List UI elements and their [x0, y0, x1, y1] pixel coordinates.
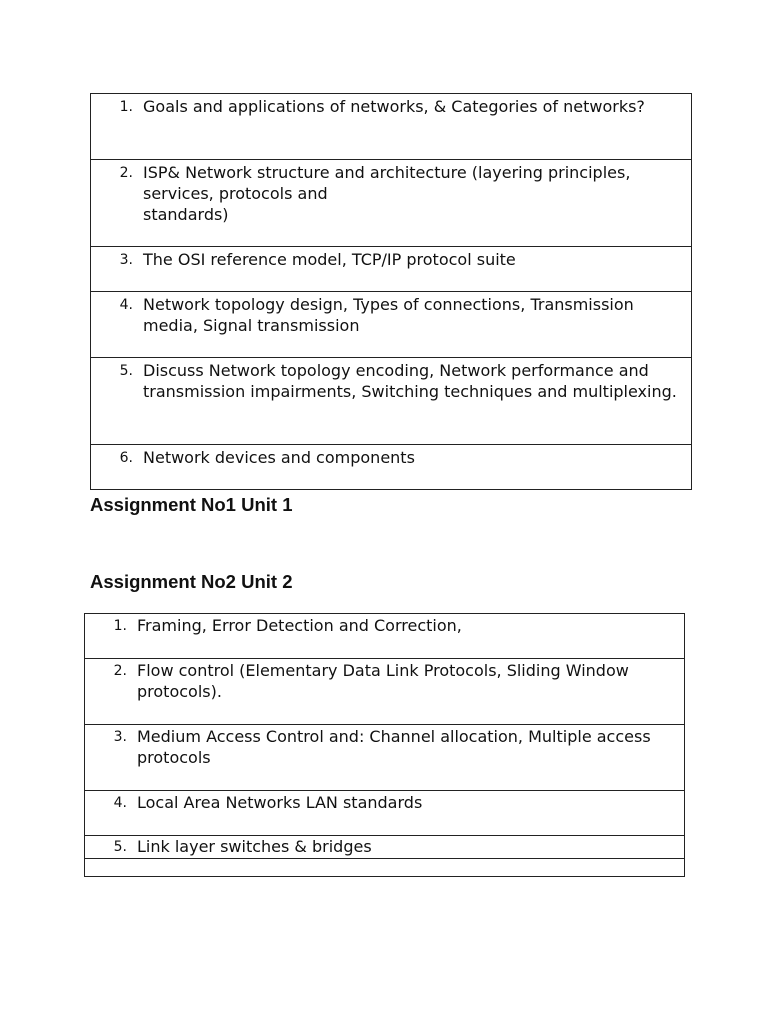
table-cell [91, 445, 692, 490]
empty-table-cell [85, 859, 685, 877]
topic-text: Network devices and components [143, 448, 415, 467]
list-number: 2. [113, 663, 127, 679]
list-number: 4. [119, 297, 133, 313]
topic-text: Discuss Network topology encoding, Network performance and transmission impairments, Switching techniques and multiplexing. [143, 361, 677, 401]
table-cell [91, 292, 692, 358]
table-cell [85, 659, 685, 725]
table-row [85, 725, 685, 791]
table-cell [85, 791, 685, 836]
topic-text: Link layer switches & bridges [137, 837, 372, 856]
table-row [85, 791, 685, 836]
table-cell [85, 836, 685, 859]
unit1-topics-table [90, 93, 692, 490]
table-cell [85, 614, 685, 659]
topic-text: Medium Access Control and: Channel allocation, Multiple access protocols [137, 727, 651, 767]
table-row [85, 859, 685, 877]
table-cell [91, 94, 692, 160]
topic-text: Flow control (Elementary Data Link Protocols, Sliding Window protocols). [137, 661, 629, 701]
list-number: 1. [119, 99, 133, 115]
list-number: 4. [113, 795, 127, 811]
table-cell [91, 247, 692, 292]
table-row [91, 292, 692, 358]
list-number: 2. [119, 165, 133, 181]
topic-text: Network topology design, Types of connections, Transmission media, Signal transmission [143, 295, 634, 335]
table-cell [91, 358, 692, 445]
table-row [85, 614, 685, 659]
table-row [91, 445, 692, 490]
topic-text: ISP& Network structure and architecture (layering principles, services, protocols and standards) [143, 163, 631, 224]
topic-text: Framing, Error Detection and Correction, [137, 616, 462, 635]
table-cell [85, 725, 685, 791]
list-number: 3. [113, 729, 127, 745]
table-row [91, 160, 692, 247]
list-number: 6. [119, 450, 133, 466]
list-number: 5. [119, 363, 133, 379]
table-row [85, 659, 685, 725]
table-row [91, 94, 692, 160]
list-number: 5. [113, 839, 127, 855]
table-row [91, 247, 692, 292]
table-row [85, 836, 685, 859]
topic-text: The OSI reference model, TCP/IP protocol suite [143, 250, 516, 269]
topic-text: Local Area Networks LAN standards [137, 793, 423, 812]
unit1-assignment-heading: Assignment No1 Unit 1 [90, 494, 293, 515]
unit2-assignment-heading: Assignment No2 Unit 2 [90, 571, 293, 592]
list-number: 1. [113, 618, 127, 634]
unit2-topics-table [84, 613, 685, 877]
topic-text: Goals and applications of networks, & Categories of networks? [143, 97, 645, 116]
table-row [91, 358, 692, 445]
table-cell [91, 160, 692, 247]
list-number: 3. [119, 252, 133, 268]
